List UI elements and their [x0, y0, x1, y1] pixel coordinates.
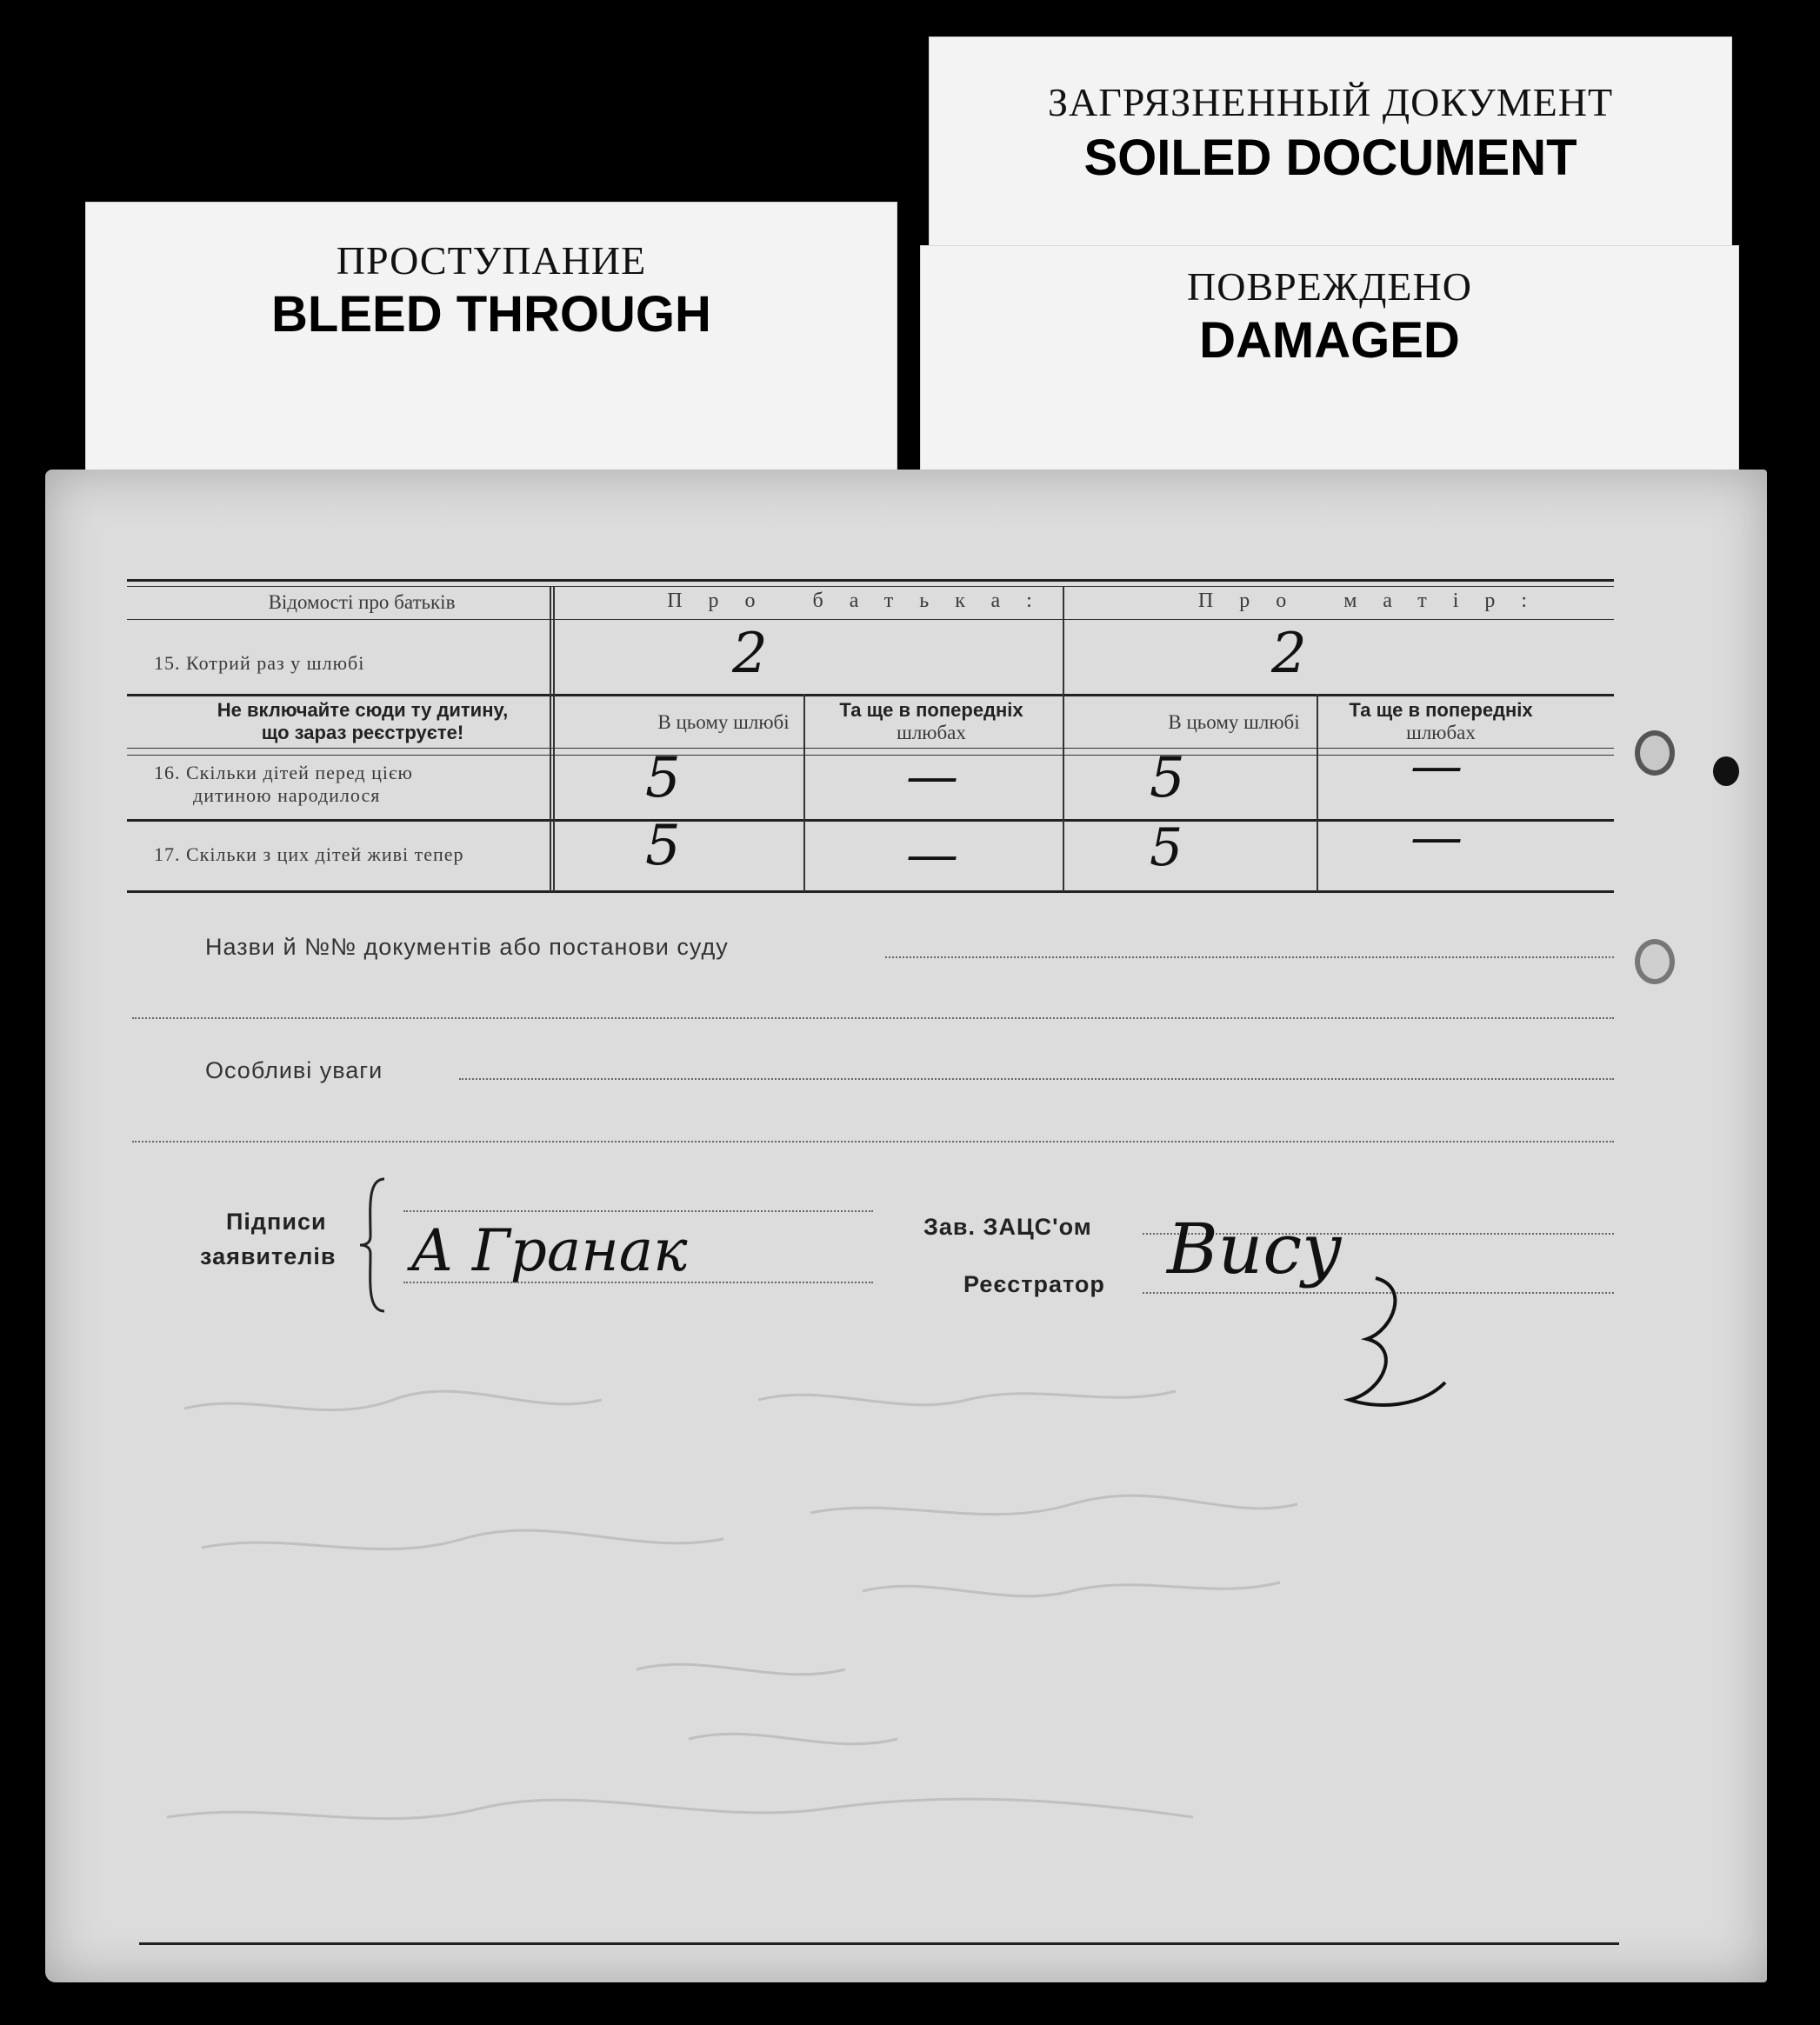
applicant-signature: А Гранак	[410, 1217, 688, 1284]
bleed-label-ru: ПРОСТУПАНИЕ	[336, 238, 647, 283]
row15-mother-value: 2	[1271, 622, 1307, 686]
table-bottom-rule	[127, 890, 1614, 893]
row17-father-current: 5	[645, 814, 681, 878]
page-bottom-rule	[139, 1942, 1619, 1945]
damaged-label-ru: ПОВРЕЖДЕНО	[1187, 264, 1472, 309]
brace-icon	[358, 1176, 393, 1315]
bleed-through-texture	[150, 1374, 1367, 1878]
row17-mother-prev: —	[1410, 807, 1463, 868]
soiled-label-en: SOILED DOCUMENT	[1083, 130, 1577, 186]
header-info: Відомості про батьків	[268, 591, 456, 613]
mother-prev-marriage-header-1: Та ще в попередніх	[1349, 699, 1533, 721]
punch-hole	[1635, 939, 1675, 984]
row16-mother-prev: —	[1410, 736, 1463, 796]
header-father: Про батька:	[667, 590, 1058, 612]
mother-current-marriage-header: В цьому шлюбі	[1168, 711, 1300, 733]
row16-label-line1: 16. Скільки дітей перед цією	[154, 762, 413, 783]
document-page	[45, 470, 1767, 1982]
registrar-label: Реєстратор	[963, 1271, 1105, 1297]
punch-hole	[1635, 730, 1675, 776]
applicants-label-line1: Підписи	[226, 1209, 327, 1235]
father-prev-marriage-header-2: шлюбах	[897, 722, 966, 743]
remarks-label: Особливі уваги	[205, 1057, 383, 1083]
header-mother: Про матір:	[1197, 590, 1554, 612]
applicants-label-line2: заявителів	[200, 1243, 337, 1269]
bleed-label-en: BLEED THROUGH	[271, 286, 711, 343]
table-top-rule	[127, 579, 1614, 582]
ink-blot	[1713, 756, 1739, 786]
documents-label: Назви й №№ документів або постанови суду	[205, 934, 729, 960]
exclude-note-line2: що зараз реєструєте!	[261, 722, 464, 743]
row16-label-line2: дитиною народилося	[193, 784, 381, 806]
row16-mother-current: 5	[1150, 746, 1185, 810]
row17-mother-current: 5	[1150, 817, 1183, 878]
row17-father-prev: —	[906, 824, 958, 885]
damaged-label-en: DAMAGED	[1199, 312, 1460, 369]
row15-label: 15. Котрий раз у шлюбі	[154, 652, 365, 674]
row16-father-current: 5	[645, 746, 681, 810]
registrar-signature: Вису	[1167, 1209, 1343, 1289]
row15-father-value: 2	[732, 622, 768, 686]
head-zags-label: Зав. ЗАЦС'ом	[923, 1214, 1092, 1240]
father-prev-marriage-header-1: Та ще в попередніх	[839, 699, 1023, 721]
row17-label: 17. Скільки з цих дітей живі тепер	[154, 843, 464, 865]
damaged-label	[920, 245, 1739, 508]
row16-father-prev: —	[906, 746, 958, 807]
soiled-label-ru: ЗАГРЯЗНЕННЫЙ ДОКУМЕНТ	[1047, 80, 1614, 124]
soiled-document-label	[929, 37, 1732, 256]
bleed-through-label	[85, 202, 897, 508]
exclude-note-line1: Не включайте сюди ту дитину,	[217, 699, 509, 721]
father-current-marriage-header: В цьому шлюбі	[657, 711, 790, 733]
mother-prev-marriage-header-2: шлюбах	[1406, 722, 1476, 743]
